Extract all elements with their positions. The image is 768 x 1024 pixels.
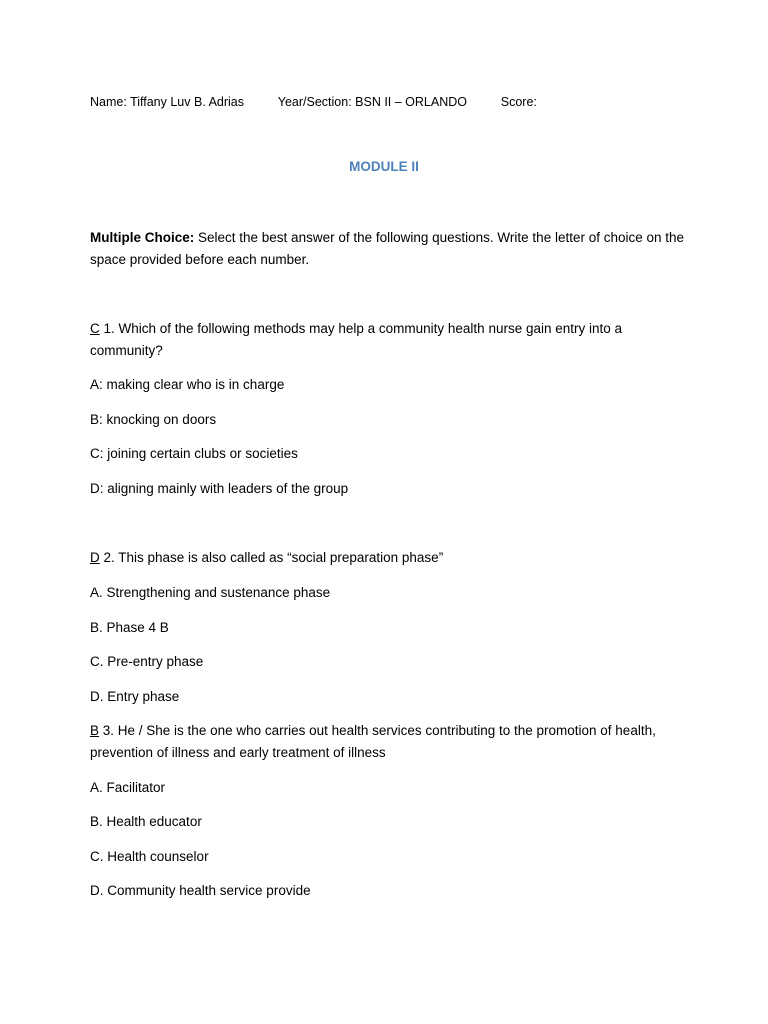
question-2-text: 2. This phase is also called as “social preparation phase” [99,550,444,565]
page-title: MODULE II [349,159,419,174]
question-1-choice-b: B: knocking on doors [90,412,217,427]
instructions-label: Multiple Choice: [90,230,195,245]
instructions [90,227,690,271]
question-1-choice-d: D: aligning mainly with leaders of the group [90,481,349,496]
question-2-choice-d: D. Entry phase [90,689,180,704]
score-label: Score: [500,95,537,109]
question-1 [90,318,690,362]
student-name: Name: Tiffany Luv B. Adrias [90,95,245,109]
question-3-choice-a: A. Facilitator [90,780,166,795]
question-1-text: 1. Which of the following methods may help a community health nurse gain entry into a community? [90,321,623,358]
header-line [90,91,537,113]
question-1-choice-a: A: making clear who is in charge [90,377,285,392]
question-2-choice-c: C. Pre-entry phase [90,654,204,669]
question-1-choice-c: C: joining certain clubs or societies [90,446,298,461]
instructions-text: Select the best answer of the following questions. Write the letter of choice on the space provided before each number. [90,230,685,267]
year-section: Year/Section: BSN II – ORLANDO [277,95,467,109]
question-3-text: 3. He / She is the one who carries out health services contributing to the promotion of health, prevention of illness and early treatment of illness [90,723,656,760]
question-3-choice-c: C. Health counselor [90,849,209,864]
question-3 [90,720,690,764]
question-2-choice-a: A. Strengthening and sustenance phase [90,585,331,600]
question-3-answer: B [90,723,100,738]
question-2-choice-b: B. Phase 4 B [90,620,169,635]
question-3-choice-d: D. Community health service provide [90,883,311,898]
question-2 [90,547,690,569]
question-3-choice-b: B. Health educator [90,814,202,829]
question-2-answer: D [90,550,100,565]
question-1-answer: C [90,321,100,336]
